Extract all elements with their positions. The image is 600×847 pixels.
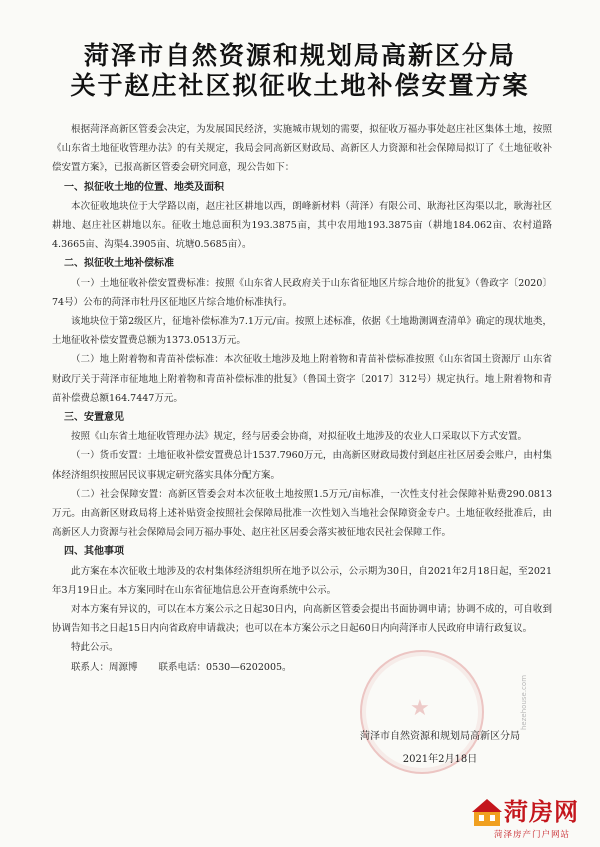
title-line-1: 菏泽市自然资源和规划局高新区分局 — [83, 41, 516, 70]
section-heading: 三、安置意见 — [64, 412, 124, 424]
signature-date: 2021年2月18日 — [402, 754, 478, 765]
watermark-url: hezehouse.com — [520, 674, 528, 730]
paragraph: （二）地上附着物和青苗补偿标准：本次征收土地涉及地上附着物和青苗补偿标准按照《山东省国土资源厅 山东省财政厅关于菏泽市征地地上附着物和青苗补偿标准的批复》（鲁国土资字〔2017〕312号）规定执行。地上附着物和青苗补偿费总额164.7447万元。 — [52, 354, 552, 404]
logo-brand-text: 菏房网 — [504, 798, 579, 826]
paragraph: 该地块位于第2级区片，征地补偿标准为7.1万元/亩。按照上述标准，依据《土地勘测调查清单》确定的现状地类，土地征收补偿安置费总额为1373.0513万元。 — [52, 316, 552, 347]
paragraph: 按照《山东省土地征收管理办法》规定，经与居委会协商，对拟征收土地涉及的农业人口采取以下方式安置。 — [71, 431, 528, 443]
site-logo — [472, 797, 592, 843]
paragraph: 对本方案有异议的，可以在本方案公示之日起30日内，向高新区管委会提出书面协调申请；协调不成的，可自收到协调告知书之日起15日内向省政府申请裁决；也可以在本方案公示之日起60日内向菏泽市人民政府申请行政复议。 — [52, 604, 552, 635]
section-heading: 二、拟征收土地补偿标准 — [64, 258, 174, 270]
section-heading: 一、拟征收土地的位置、地类及面积 — [64, 181, 224, 193]
house-logo-icon — [472, 797, 502, 827]
paragraph: （二）社会保障安置：高新区管委会对本次征收土地按照1.5万元/亩标准，一次性支付社会保障补贴费290.0813万元。由高新区财政局将上述补贴资金按照社会保障局批准一次性划入当地社会保障资金专户。土地征收经批准后，由高新区人力资源与社会保障局会同万福办事处、赵庄社区居委会落实被征地农民社会保障工作。 — [52, 488, 552, 539]
signature-organization: 菏泽市自然资源和规划局高新区分局 — [360, 731, 520, 742]
paragraph: 本次征收地块位于大学路以南，赵庄社区耕地以西，朗峰新材料（菏泽）有限公司、耿海社区沟渠以北，耿海社区耕地、赵庄社区耕地以东。征收土地总面积为193.3875亩，其中农用地193.3875亩（耕地184.062亩、农村道路4.3665亩、沟渠4.3905亩、坑塘0.5685亩）。 — [52, 200, 552, 251]
paragraph: 此方案在本次征收土地涉及的农村集体经济组织所在地予以公示，公示期为30日，自2021年2月18日起，至2021年3月19日止。本方案同时在山东省征地信息公开查询系统中公示。 — [52, 565, 552, 596]
paragraph: （一）货币安置：土地征收补偿安置费总计1537.7960万元，由高新区财政局拨付到赵庄社区居委会账户，由村集体经济组织按照居民议事规定研究落实具体分配方案。 — [52, 450, 552, 481]
contact-line — [52, 658, 552, 677]
document-body — [52, 120, 552, 677]
paragraph: 特此公示。 — [71, 642, 119, 654]
contact-person: 联系人：周源博 — [71, 661, 138, 673]
logo-slogan: 菏泽房产门户网站 — [493, 830, 570, 840]
intro-paragraph: 根据菏泽高新区管委会决定，为发展国民经济，实施城市规划的需要，拟征收万福办事处赵庄社区集体土地，按照《山东省土地征收管理办法》的有关规定，我局会同高新区财政局、高新区人力资源和社会保障局拟订了《土地征收补偿安置方案》，已报高新区管委会研究同意，现公告如下： — [52, 124, 552, 174]
paragraph: （一）土地征收补偿安置费标准：按照《山东省人民政府关于山东省征地区片综合地价的批复》（鲁政字〔2020〕74号）公布的菏泽市牡丹区征地区片综合地价标准执行。 — [52, 277, 552, 308]
title-line-2: 关于赵庄社区拟征收土地补偿安置方案 — [70, 71, 530, 100]
contact-phone: 联系电话：0530—6202005。 — [158, 661, 292, 673]
section-heading: 四、其他事项 — [64, 546, 124, 558]
seal-star-icon: ★ — [410, 696, 430, 721]
